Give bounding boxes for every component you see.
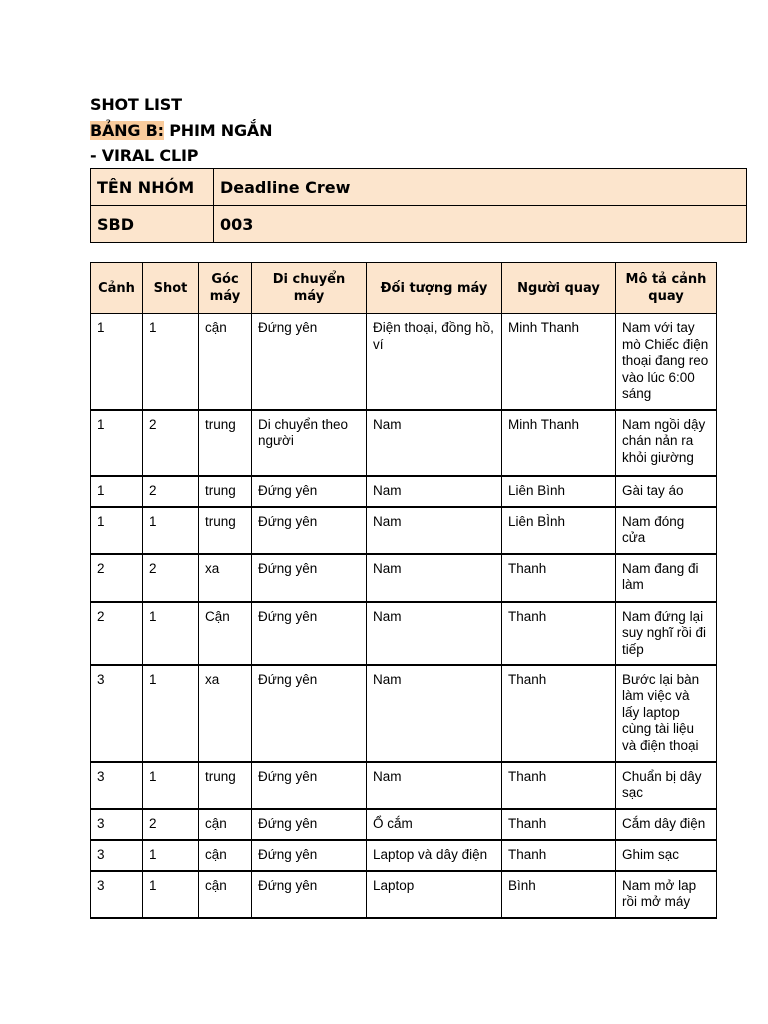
goc-may-cell: cận [199, 314, 252, 410]
mo-ta-cell: Nam mở lap rồi mở máy [616, 871, 717, 918]
doi-tuong-cell: Điện thoại, đồng hồ, ví [367, 314, 502, 410]
team-label: TÊN NHÓM [91, 169, 214, 206]
table-row [91, 809, 717, 840]
di-chuyen-cell: Đứng yên [252, 840, 367, 871]
table-row [91, 507, 717, 554]
title-table-label: BẢNG B: [90, 120, 164, 140]
di-chuyen-cell: Đứng yên [252, 314, 367, 410]
mo-ta-cell: Cắm dây điện [616, 809, 717, 840]
document-title [90, 92, 272, 169]
header-mo-ta: Mô tả cảnh quay [616, 263, 717, 314]
nguoi-quay-cell: Bình [502, 871, 616, 918]
di-chuyen-cell: Đứng yên [252, 762, 367, 809]
nguoi-quay-cell: Thanh [502, 665, 616, 762]
canh-cell: 3 [91, 809, 143, 840]
shot-cell: 2 [143, 809, 199, 840]
sbd-label: SBD [91, 206, 214, 243]
di-chuyen-cell: Đứng yên [252, 554, 367, 602]
di-chuyen-cell: Đứng yên [252, 507, 367, 554]
di-chuyen-cell: Đứng yên [252, 602, 367, 665]
team-info-table [90, 168, 747, 243]
nguoi-quay-cell: Minh Thanh [502, 314, 616, 410]
doi-tuong-cell: Nam [367, 602, 502, 665]
nguoi-quay-cell: Thanh [502, 840, 616, 871]
canh-cell: 3 [91, 871, 143, 918]
mo-ta-cell: Nam với tay mò Chiếc điện thoại đang reo vào lúc 6:00 sáng [616, 314, 717, 410]
di-chuyen-cell: Đứng yên [252, 476, 367, 507]
team-row [91, 169, 747, 206]
nguoi-quay-cell: Thanh [502, 554, 616, 602]
sbd-row [91, 206, 747, 243]
table-row [91, 665, 717, 762]
shot-cell: 1 [143, 665, 199, 762]
di-chuyen-cell: Đứng yên [252, 665, 367, 762]
di-chuyen-cell: Đứng yên [252, 871, 367, 918]
header-shot: Shot [143, 263, 199, 314]
header-canh: Cảnh [91, 263, 143, 314]
shot-cell: 1 [143, 507, 199, 554]
shot-cell: 1 [143, 602, 199, 665]
doi-tuong-cell: Nam [367, 665, 502, 762]
table-row [91, 314, 717, 410]
di-chuyen-cell: Di chuyển theo người [252, 410, 367, 476]
nguoi-quay-cell: Minh Thanh [502, 410, 616, 476]
di-chuyen-cell: Đứng yên [252, 809, 367, 840]
header-di-chuyen-may: Di chuyển máy [252, 263, 367, 314]
goc-may-cell: trung [199, 476, 252, 507]
goc-may-cell: trung [199, 410, 252, 476]
doi-tuong-cell: Nam [367, 410, 502, 476]
nguoi-quay-cell: Thanh [502, 809, 616, 840]
header-goc-may: Góc máy [199, 263, 252, 314]
team-value: Deadline Crew [214, 169, 747, 206]
doi-tuong-cell: Ổ cắm [367, 809, 502, 840]
goc-may-cell: trung [199, 507, 252, 554]
table-row [91, 554, 717, 602]
header-doi-tuong-may: Đối tượng máy [367, 263, 502, 314]
goc-may-cell: Cận [199, 602, 252, 665]
title-film-type: PHIM NGẮN [163, 120, 273, 140]
shot-cell: 1 [143, 314, 199, 410]
nguoi-quay-cell: Thanh [502, 762, 616, 809]
header-nguoi-quay: Người quay [502, 263, 616, 314]
canh-cell: 1 [91, 476, 143, 507]
shot-cell: 1 [143, 840, 199, 871]
mo-ta-cell: Bước lại bàn làm việc và lấy laptop cùng tài liệu và điện thoại [616, 665, 717, 762]
doi-tuong-cell: Nam [367, 762, 502, 809]
title-subtitle [90, 118, 272, 144]
shot-cell: 1 [143, 871, 199, 918]
canh-cell: 2 [91, 554, 143, 602]
goc-may-cell: cận [199, 871, 252, 918]
mo-ta-cell: Nam đang đi làm [616, 554, 717, 602]
goc-may-cell: cận [199, 809, 252, 840]
table-row [91, 762, 717, 809]
mo-ta-cell: Chuẩn bị dây sạc [616, 762, 717, 809]
table-row [91, 840, 717, 871]
doi-tuong-cell: Nam [367, 554, 502, 602]
nguoi-quay-cell: Thanh [502, 602, 616, 665]
shot-cell: 2 [143, 476, 199, 507]
canh-cell: 1 [91, 507, 143, 554]
doi-tuong-cell: Laptop [367, 871, 502, 918]
mo-ta-cell: Ghim sạc [616, 840, 717, 871]
shot-cell: 1 [143, 762, 199, 809]
nguoi-quay-cell: Liên BÌnh [502, 507, 616, 554]
table-row [91, 602, 717, 665]
mo-ta-cell: Nam đóng cửa [616, 507, 717, 554]
table-row [91, 476, 717, 507]
goc-may-cell: xa [199, 665, 252, 762]
doi-tuong-cell: Nam [367, 507, 502, 554]
canh-cell: 3 [91, 762, 143, 809]
shot-table-header [91, 263, 717, 314]
mo-ta-cell: Nam ngồi dậy chán nản ra khỏi giường [616, 410, 717, 476]
canh-cell: 3 [91, 840, 143, 871]
goc-may-cell: xa [199, 554, 252, 602]
goc-may-cell: cận [199, 840, 252, 871]
mo-ta-cell: Gài tay áo [616, 476, 717, 507]
title-viral-clip: - VIRAL CLIP [90, 146, 199, 165]
table-row [91, 410, 717, 476]
canh-cell: 1 [91, 314, 143, 410]
shot-cell: 2 [143, 554, 199, 602]
canh-cell: 2 [91, 602, 143, 665]
mo-ta-cell: Nam đứng lại suy nghĩ rồi đi tiếp [616, 602, 717, 665]
goc-may-cell: trung [199, 762, 252, 809]
nguoi-quay-cell: Liên Bình [502, 476, 616, 507]
table-row [91, 871, 717, 918]
canh-cell: 1 [91, 410, 143, 476]
sbd-value: 003 [214, 206, 747, 243]
shot-table-body [91, 314, 717, 918]
canh-cell: 3 [91, 665, 143, 762]
title-shot-list: SHOT LIST [90, 95, 182, 114]
shot-cell: 2 [143, 410, 199, 476]
shot-list-table [90, 262, 717, 919]
doi-tuong-cell: Laptop và dây điện [367, 840, 502, 871]
doi-tuong-cell: Nam [367, 476, 502, 507]
